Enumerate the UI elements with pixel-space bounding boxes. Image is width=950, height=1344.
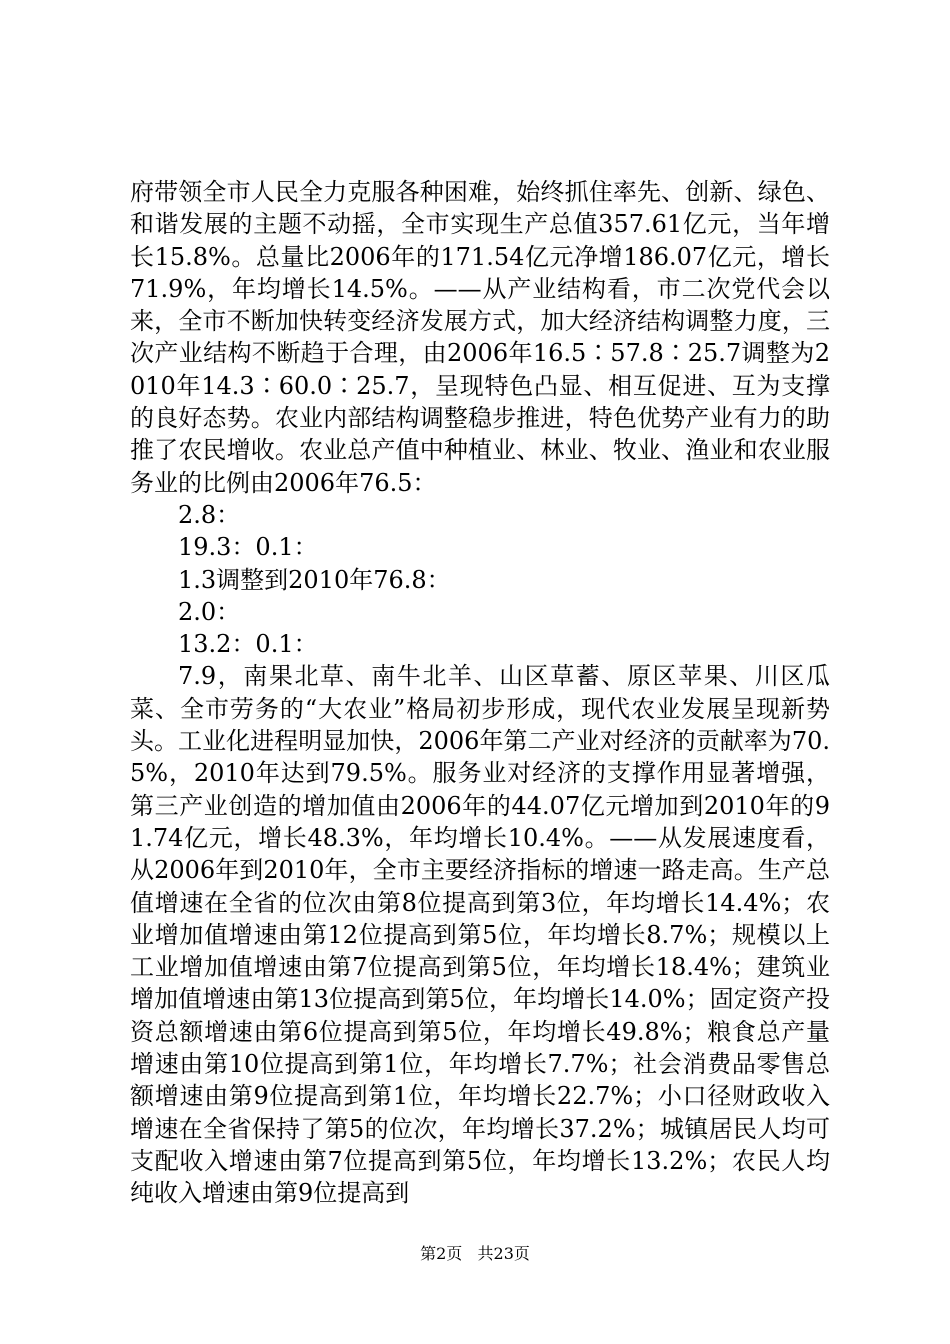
paragraph-continuation: 府带领全市人民全力克服各种困难，始终抓住率先、创新、绿色、和谐发展的主题不动摇，全市实现生产总值357.61亿元，当年增长15.8%。总量比2006年的171.54亿元净增186.07亿元，增长71.9%，年均增长14.5%。——从产业结构看，市二次党代会以来，全市不断加快转变经济发展方式，加大经济结构调整力度，三次产业结构不断趋于合理，由2006年16.5∶57.8∶25.7调整为2010年14.3∶60.0∶25.7，呈现特色凸显、相互促进、互为支撑的良好态势。农业内部结构调整稳步推进，特色优势产业有力的助推了农民增收。农业总产值中种植业、林业、牧业、渔业和农业服务业的比例由2006年76.5： — [130, 178, 830, 497]
ratio-line: 1.3调整到2010年76.8： — [178, 565, 451, 594]
footer-separator — [467, 1244, 472, 1263]
paragraph-main: 7.9，南果北草、南牛北羊、山区草蓄、原区苹果、川区瓜菜、全市劳务的“大农业”格局初步形成，现代农业发展呈现新势头。工业化进程明显加快，2006年第二产业对经济的贡献率为70.5%，2010年达到79.5%。服务业对经济的支撑作用显著增强，第三产业创造的增加值由2006年的44.07亿元增加到2010年的91.74亿元，增长48.3%，年均增长10.4%。——从发展速度看，从2006年到2010年，全市主要经济指标的增速一路走高。生产总值增速在全省的位次由第8位提高到第3位，年均增长14.4%；农业增加值增速由第12位提高到第5位，年均增长8.7%；规模以上工业增加值增速由第7位提高到第5位，年均增长18.4%；建筑业增加值增速由第13位提高到第5位，年均增长14.0%；固定资产投资总额增速由第6位提高到第5位，年均增长49.8%；粮食总产量增速由第10位提高到第1位，年均增长7.7%；社会消费品零售总额增速由第9位提高到第1位，年均增长22.7%；小口径财政收入增速在全省保持了第5的位次，年均增长37.2%；城镇居民人均可支配收入增速由第7位提高到第5位，年均增长13.2%；农民人均纯收入增速由第9位提高到 — [130, 662, 830, 1208]
total-pages: 共23页 — [477, 1244, 530, 1263]
ratio-line: 2.0： — [178, 597, 241, 626]
ratio-line: 19.3：0.1： — [178, 533, 318, 562]
page-number: 第2页 — [420, 1244, 463, 1263]
document-body — [130, 176, 830, 1210]
ratio-line: 13.2：0.1： — [178, 630, 318, 659]
page-footer — [0, 1244, 950, 1264]
ratio-line: 2.8： — [178, 500, 241, 529]
